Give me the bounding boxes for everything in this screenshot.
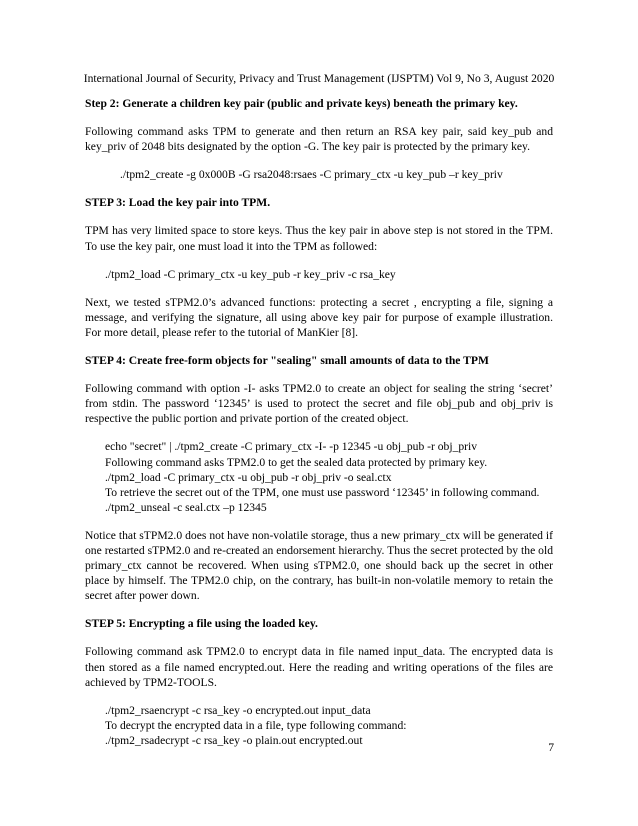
running-header: International Journal of Security, Privacy and Trust Management (IJSPTM) Vol 9, No 3, August 2020 — [83, 72, 555, 85]
step4-heading: STEP 4: Create free-form objects for "sealing" small amounts of data to the TPM — [85, 354, 489, 368]
command-line: To retrieve the secret out of the TPM, one must use password ‘12345’ in following command. — [105, 485, 540, 499]
command-line: ./tpm2_load -C primary_ctx -u obj_pub -r obj_priv -o seal.ctx — [105, 470, 392, 484]
step5-heading: STEP 5: Encrypting a file using the loaded key. — [85, 617, 318, 631]
step4-command-block — [105, 439, 553, 514]
command-line: ./tpm2_load -C primary_ctx -u key_pub -r key_priv -c rsa_key — [105, 267, 396, 281]
command-line: ./tpm2_rsaencrypt -c rsa_key -o encrypted.out input_data — [105, 703, 371, 717]
step3-command-block — [105, 267, 553, 282]
step3-paragraph: TPM has very limited space to store keys. Thus the key pair in above step is not stored in the TPM. To use the key pair, one must load it into the TPM as followed: — [85, 224, 553, 253]
command-line: ./tpm2_rsadecrypt -c rsa_key -o plain.out encrypted.out — [105, 733, 363, 747]
command-line: echo "secret" | ./tpm2_create -C primary_ctx -I- -p 12345 -u obj_pub -r obj_priv — [105, 440, 478, 454]
step5-paragraph: Following command ask TPM2.0 to encrypt data in file named input_data. The encrypted data is then stored as a file named encrypted.out. Here the reading and writing operations of the files are achieved by TPM2-TOOLS. — [85, 645, 553, 689]
command-line: To decrypt the encrypted data in a file, type following command: — [105, 718, 407, 732]
body-text — [85, 96, 553, 761]
command-line: ./tpm2_create -g 0x000B -G rsa2048:rsaes -C primary_ctx -u key_pub –r key_priv — [120, 168, 503, 182]
step3-heading: STEP 3: Load the key pair into TPM. — [85, 196, 271, 210]
command-line: Following command asks TPM2.0 to get the sealed data protected by primary key. — [105, 455, 488, 469]
step4-paragraph-2: Notice that sTPM2.0 does not have non-volatile storage, thus a new primary_ctx will be generated if one restarted sTPM2.0 and re-created an endorsement hierarchy. Thus the secret protected by the old primary_ctx cannot be recovered. When using sTPM2.0, one should back up the secret in other place by himself. The TPM2.0 chip, on the contrary, has built-in non-volatile memory to retain the secret after power down. — [85, 528, 553, 603]
step3-paragraph-2: Next, we tested sTPM2.0’s advanced functions: protecting a secret , encrypting a file, signing a message, and verifying the signature, all using above key pair for purpose of example illustration. For more detail, please refer to the tutorial of ManKier [8]. — [85, 295, 553, 339]
command-line: ./tpm2_unseal -c seal.ctx –p 12345 — [105, 500, 267, 514]
step2-paragraph: Following command asks TPM to generate and then return an RSA key pair, said key_pub and key_priv of 2048 bits designated by the option -G. The key pair is protected by the primary key. — [85, 125, 553, 154]
step2-command-block — [120, 167, 553, 182]
step4-paragraph: Following command with option -I- asks TPM2.0 to create an object for sealing the string ‘secret’ from stdin. The password ‘12345’ is used to protect the secret and file obj_pub and obj_priv is respective the public portion and private portion of the created object. — [85, 382, 553, 426]
step5-command-block — [105, 703, 553, 748]
step2-heading: Step 2: Generate a children key pair (public and private keys) beneath the primary key. — [85, 97, 518, 110]
page-number: 7 — [548, 741, 554, 754]
